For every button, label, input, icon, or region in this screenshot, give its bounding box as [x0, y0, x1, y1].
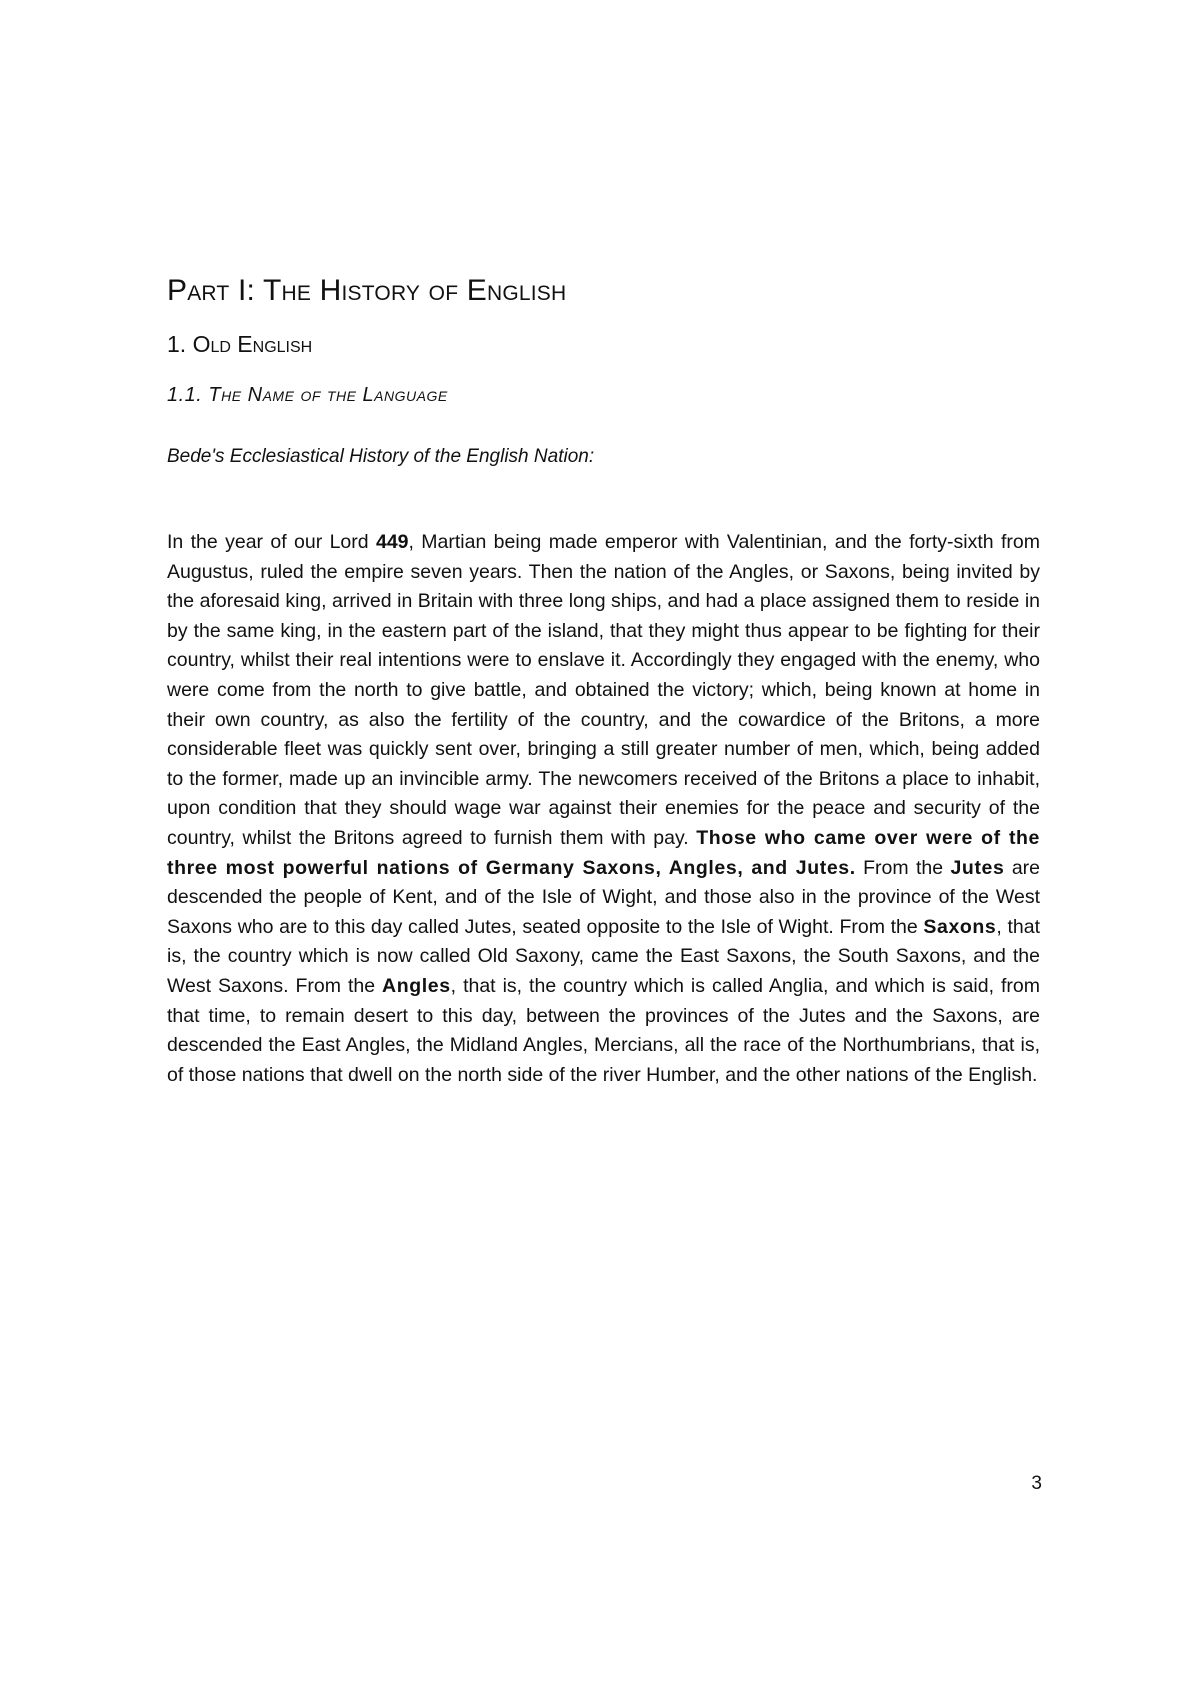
quote-text-6: , that is, the country which is called Anglia, and which is said, from that time, to remain desert to this day, between the provinces of the Jutes and the Saxons, are descended the East Angles, the Midland Angles, Mercians, all the race of the Northumbrians, that is, of those nations that dwell on the north side of the river Humber, and the other nations of the English. — [167, 974, 1040, 1086]
quote-bold-nations: Those who came over were of the three most powerful nations of Germany Saxons, Angles, and Jutes. — [167, 826, 1040, 879]
page-number: 3 — [1031, 1473, 1042, 1494]
quote-bold-year: 449 — [375, 531, 409, 553]
page-content — [167, 272, 1040, 1090]
section-title: 1.1. The Name of the Language — [167, 384, 448, 406]
quote-bold-jutes: Jutes — [950, 856, 1005, 879]
quote-text-2: , Martian being made emperor with Valentinian, and the forty-sixth from Augustus, ruled the empire seven years. Then the nation of the Angles, or Saxons, being invited by the aforesaid king, arrived in Britain with three long ships, and had a place assigned them to reside in by the same king, in the eastern part of the island, that they might thus appear to be fighting for their country, whilst their real intentions were to enslave it. Accordingly they engaged with the enemy, who were come from the north to give battle, and obtained the victory; which, being known at home in their own country, as also the fertility of the country, and the cowardice of the Britons, a more considerable fleet was quickly sent over, bringing a still greater number of men, which, being added to the former, made up an invincible army. The newcomers received of the Britons a place to inhabit, upon condition that they should wage war against their enemies for the peace and security of the country, whilst the Britons agreed to furnish them with pay. — [167, 531, 1040, 849]
chapter-title: 1. Old English — [167, 331, 313, 357]
quote-bold-saxons: Saxons — [923, 915, 997, 938]
quote-bold-angles: Angles — [382, 974, 451, 997]
source-title: Bede's Ecclesiastical History of the English Nation: — [167, 446, 595, 467]
quote-paragraph — [167, 528, 1040, 1090]
part-title: Part I: The History of English — [167, 274, 567, 307]
quote-text-5: , that is, the country which is now called Old Saxony, came the East Saxons, the South Saxons, and the West Saxons. From the — [167, 915, 1040, 997]
quote-text-1: In the year of our Lord — [167, 531, 376, 553]
quote-text-4: are descended the people of Kent, and of the Isle of Wight, and those also in the province of the West Saxons who are to this day called Jutes, seated opposite to the Isle of Wight. From the — [167, 856, 1041, 938]
quote-text-3: From the — [855, 856, 951, 879]
